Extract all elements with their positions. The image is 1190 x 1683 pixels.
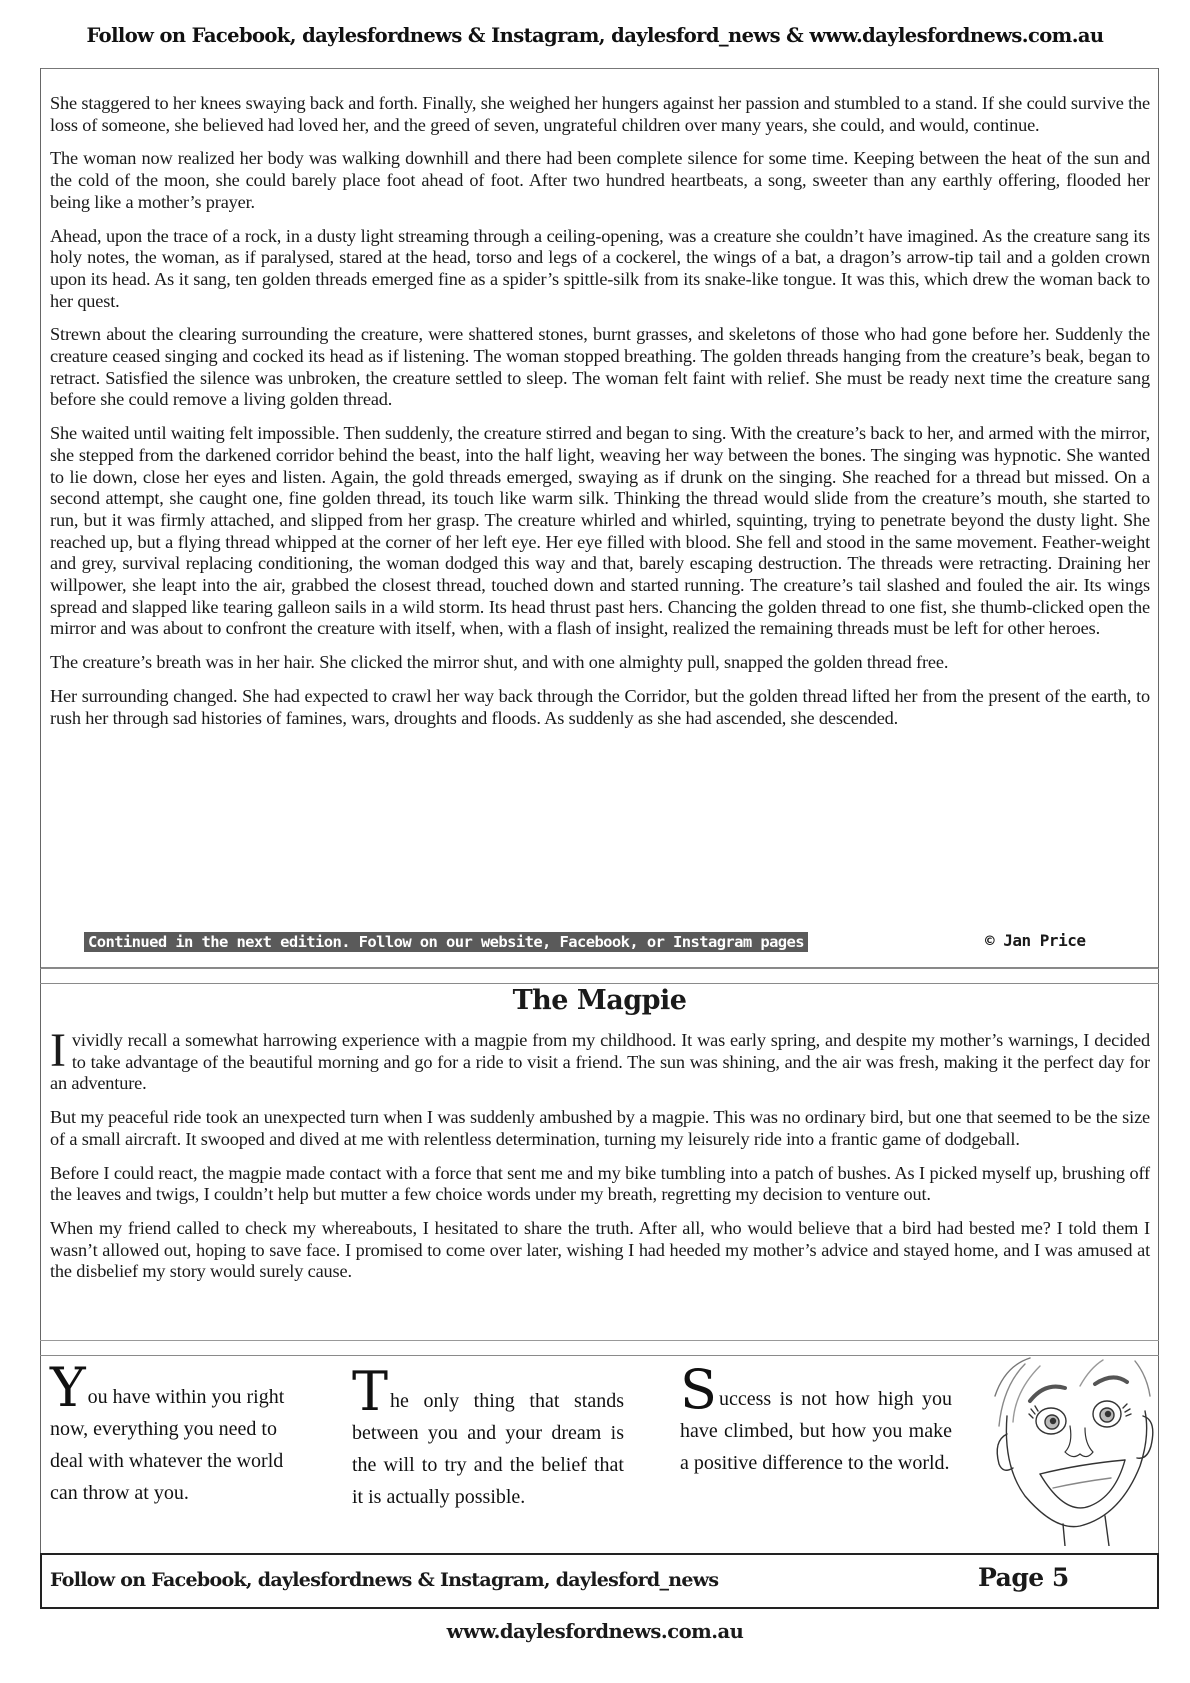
story-paragraph: Her surrounding changed. She had expected to crawl her way back through the Corridor, but the golden thread lifted her from the present of the earth, to rush her through sad histories of famines, wars, droughts and floods. As suddenly as she had ascended, she descended. (50, 685, 1150, 728)
story-paragraph: The woman now realized her body was walking downhill and there had been complete silence for some time. Keeping between the heat of the sun and the cold of the moon, she could barely place foot ahead of foot. After two hundred heartbeats, a song, sweeter than any earthly offering, flooded her being like a mother’s prayer. (50, 148, 1150, 212)
frame-right-border (1158, 68, 1159, 1598)
story-paragraph: Ahead, upon the trace of a rock, in a dusty light streaming through a ceiling-opening, was a creature she couldn’t have imagined. As the creature sang its holy notes, the woman, as if paralysed, stared at the head, torso and legs of a cockerel, the wings of a bat, a dragon’s arrow-tip tail and a golden crown upon its head. As it sang, ten golden threads emerged fine as a spider’s spittle-silk from its snake-like tongue. It was this, which drew the woman back to her quest. (50, 225, 1150, 311)
footer-url-link[interactable]: www.daylesfordnews.com.au (446, 1620, 744, 1643)
story-paragraph: She staggered to her knees swaying back and forth. Finally, she weighed her hungers against her passion and stumbled to a stand. If she could survive the loss of someone, she believed had loved her, and the greed of seven, ungrateful children over many years, she could, and would, continue. (50, 93, 1150, 135)
section-divider (40, 1340, 1159, 1341)
smiling-face-sketch-icon (985, 1356, 1157, 1546)
header-follow-line: Follow on Facebook, daylesfordnews & Instagram, daylesford_news & www.daylesfordnews.com.au (86, 24, 1104, 47)
section-divider (40, 968, 1159, 969)
magpie-first-paragraph: vividly recall a somewhat harrowing experience with a magpie from my childhood. It was early spring, and despite my mother’s warnings, I decided to take advantage of the beautiful morning and go for a ride to visit a friend. The sun was shining, and the air was fresh, making it the perfect day for an adventure. (50, 1030, 1150, 1094)
magpie-paragraph: But my peaceful ride took an unexpected turn when I was suddenly ambushed by a magpie. This was no ordinary bird, but one that seemed to be the size of a small aircraft. It swooped and dived at me with relentless determination, turning my leisurely ride into a frantic game of dodgeball. (50, 1107, 1150, 1149)
section-divider (40, 983, 1159, 984)
magpie-paragraph: When my friend called to check my whereabouts, I hesitated to share the truth. After all, who would believe that a bird had bested me? I told them I wasn’t allowed out, hoping to save face. I promised to come over later, wishing I had heeded my mother’s advice and stayed home, and I was amused at the disbelief my story would surely cause. (50, 1217, 1150, 1282)
quote-1 (50, 1356, 300, 1509)
magpie-paragraph: Before I could react, the magpie made contact with a force that sent me and my bike tumbling into a patch of bushes. As I picked myself up, brushing off the leaves and twigs, I couldn’t help but mutter a few choice words under my breath, regretting my decision to venture out. (50, 1162, 1150, 1205)
quote-dropcap: S (680, 1358, 717, 1421)
story-paragraph: The creature’s breath was in her hair. She clicked the mirror shut, and with one almighty pull, snapped the golden thread free. (50, 652, 949, 673)
quote-text: he only thing that stands between you and your dream is the will to try and the belief that it is actually possible. (352, 1390, 624, 1508)
quote-2 (352, 1360, 624, 1513)
quote-text: ou have within you right now, everything you need to deal with whatever the world can throw at you. (50, 1386, 285, 1504)
magpie-body (50, 1024, 1150, 1295)
continued-notice: Continued in the next edition. Follow on our website, Facebook, or Instagram pages (84, 932, 808, 952)
quote-text: uccess is not how high you have climbed, but how you make a positive difference to the world. (680, 1388, 952, 1474)
story-paragraph: She waited until waiting felt impossible. Then suddenly, the creature stirred and began to sing. With the creature’s back to her, and armed with the mirror, she stepped from the darkened corridor behind the beast, into the half light, weaving her way between the bones. The singing was hypnotic. She wanted to lie down, close her eyes and listen. Again, the gold threads emerged, swaying as if drunk on the singing. She reached for a thread but missed. On a second attempt, she caught one, fine golden thread, its touch like warm silk. Thinking the thread would slide from the creature’s mouth, she started to run, but it was firmly attached, and slipped from her grasp. The creature whirled and whirled, squinting, trying to penetrate beyond the dusty light. She reached up, but a flying thread whipped at the corner of her left eye. Her eye filled with blood. She fell and stood in the same movement. Feather-weight and grey, survival replacing conditioning, the woman dodged this way and that, barely escaping destruction. The threads were retracting. Draining her willpower, she leapt into the air, grabbed the closest thread, touched down and started running. The creature’s tail slashed and fouled the air. Its wings spread and slapped like tearing galleon sails in a wild storm. Its head thrust past hers. Chancing the golden thread to one fist, she thumb-clicked open the mirror and was about to confront the creature with itself, when, with a flash of insight, realized the remaining threads must be left for other heroes. (50, 423, 1150, 639)
magpie-dropcap: I (50, 1024, 66, 1077)
continued-notice-row (84, 931, 808, 953)
quote-dropcap: Y (50, 1356, 86, 1419)
footer-follow-line: Follow on Facebook, daylesfordnews & Instagram, daylesford_news (50, 1569, 719, 1591)
frame-left-border (40, 68, 41, 1598)
story-body (50, 93, 1150, 741)
magpie-paragraph (50, 1024, 1150, 1095)
quote-3 (680, 1358, 952, 1479)
magpie-title: The Magpie (512, 985, 687, 1016)
page-number: Page 5 (978, 1563, 1069, 1592)
quote-dropcap: T (352, 1360, 389, 1423)
story-paragraph: Strewn about the clearing surrounding the creature, were shattered stones, burnt grasses, and skeletons of those who had gone before her. Suddenly the creature ceased singing and cocked its head as if listening. The woman stopped breathing. The golden threads hanging from the creature’s beak, began to retract. Satisfied the silence was unbroken, the creature settled to sleep. The woman felt faint with relief. She must be ready next time the creature sang before she could remove a living golden thread. (50, 324, 1150, 410)
story-copyright: © Jan Price (985, 931, 1086, 950)
